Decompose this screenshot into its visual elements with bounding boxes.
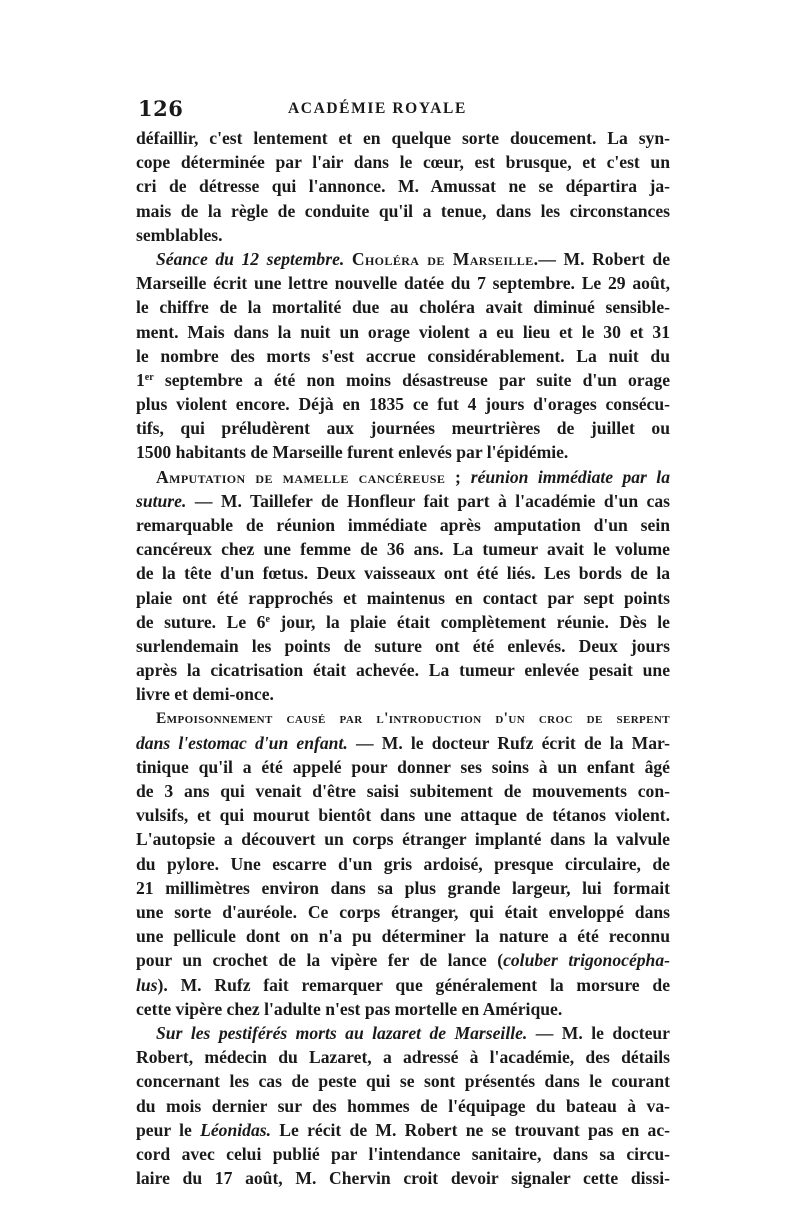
text-fragment: peur le [136, 1119, 201, 1140]
text-line: après la cicatrisation était achevée. La tumeur enlevée pesait une [136, 660, 670, 681]
text-line [136, 489, 670, 513]
running-head: ACADÉMIE ROYALE [288, 100, 467, 117]
text-line [136, 247, 670, 271]
text-line: cette vipère chez l'adulte n'est pas mortelle en Amérique. [136, 998, 563, 1019]
text-line: cord avec celui publié par l'intendance sanitaire, dans sa circu- [136, 1143, 670, 1164]
section-heading: Empoisonnement causé par l'introduction d'un croc de serpent [156, 709, 670, 727]
paragraph-cholera [136, 247, 670, 465]
text-line: le chiffre de la mortalité due au choléra avait diminué sensible- [136, 297, 670, 318]
text-line [136, 610, 670, 634]
latin-name: lus [136, 974, 158, 995]
text-line: cri de détresse qui l'annonce. M. Amussat ne se départira ja- [136, 176, 670, 197]
section-lead: — M. le docteur [535, 1022, 670, 1043]
text-line: de 3 ans qui venait d'être saisi subitement de mouvements con- [136, 781, 670, 802]
text-fragment: jour, la plaie était complètement réunie. Dès le [269, 611, 670, 632]
page-body [136, 126, 670, 1190]
text-line: vulsifs, et qui mourut bientôt dans une attaque de tétanos violent. [136, 805, 670, 826]
text-line: plus violent encore. Déjà en 1835 ce fut 4 jours d'orages consécu- [136, 394, 670, 415]
page-header [136, 96, 670, 126]
superscript: e [265, 613, 270, 625]
section-heading-italic: dans l'estomac d'un enfant. [136, 732, 348, 753]
section-heading: Amputation de mamelle cancéreuse ; [156, 466, 462, 487]
text-line [136, 973, 670, 997]
text-line: surlendemain les points de suture ont été enlevés. Deux jours [136, 635, 670, 656]
superscript: er [144, 371, 154, 383]
text-line: L'autopsie a découvert un corps étranger implanté dans la valvule [136, 829, 670, 850]
text-line: livre et demi-once. [136, 684, 274, 705]
text-line: concernant les cas de peste qui se sont présentés dans le courant [136, 1071, 670, 1092]
text-fragment: pour un crochet de la vipère fer de lance ( [136, 950, 504, 971]
text-line: tinique qu'il a été appelé pour donner ses soins à un enfant âgé [136, 756, 670, 777]
text-line: une sorte d'auréole. Ce corps étranger, qui était enveloppé dans [136, 902, 670, 922]
text-line [136, 731, 670, 755]
text-line [136, 707, 670, 731]
text-line [136, 948, 670, 972]
paragraph-amussat [136, 126, 670, 247]
text-line [136, 465, 670, 489]
text-line [136, 1021, 670, 1045]
text-fragment: 1 [136, 369, 145, 390]
section-heading-italic: réunion immédiate par la [470, 466, 670, 487]
text-line: défaillir, c'est lentement et en quelque sorte doucement. La syn- [136, 128, 670, 148]
text-line: semblables. [136, 224, 223, 245]
text-line: de la tête d'un fœtus. Deux vaisseaux ont été liés. Les bords de la [136, 563, 670, 584]
text-line: tifs, qui préludèrent aux journées meurtrières de juillet ou [136, 418, 670, 439]
paragraph-amputation [136, 465, 670, 707]
section-lead: — M. le docteur Rufz écrit de la Mar- [355, 732, 671, 753]
page [136, 96, 670, 1190]
text-line [136, 368, 670, 392]
text-line: Robert, médecin du Lazaret, a adressé à l'académie, des détails [136, 1047, 670, 1068]
text-line: mais de la règle de conduite qu'il a tenue, dans les circonstances [136, 200, 670, 221]
text-line: cancéreux chez une femme de 36 ans. La tumeur avait le volume [136, 539, 670, 560]
text-line [136, 1118, 670, 1142]
section-heading-italic: suture. [136, 490, 187, 511]
text-fragment: de suture. Le 6 [136, 611, 266, 632]
page-number: 126 [138, 96, 184, 121]
section-heading-italic: Sur les pestiférés morts au lazaret de Marseille. [156, 1022, 528, 1043]
ship-name: Léonidas. [200, 1119, 271, 1140]
text-line: cope déterminée par l'air dans le cœur, est brusque, et c'est un [136, 152, 670, 173]
text-line: ment. Mais dans la nuit un orage violent a eu lieu et le 30 et 31 [136, 321, 670, 342]
text-fragment: ). M. Rufz fait remarquer que généralement la morsure de [157, 974, 670, 995]
text-fragment: septembre a été non moins désastreuse par suite d'un orage [153, 369, 670, 390]
text-line: 1500 habitants de Marseille furent enlevés par l'épidémie. [136, 442, 569, 463]
section-lead: — M. Robert de [538, 248, 671, 269]
section-lead: — M. Taillefer de Honfleur fait part à l'académie d'un cas [194, 490, 670, 511]
section-heading: Choléra de Marseille. [351, 248, 539, 269]
text-line: le nombre des morts s'est accrue considérablement. La nuit du [136, 345, 670, 366]
text-fragment: Le récit de M. Robert ne se trouvant pas en ac- [271, 1119, 670, 1140]
text-line: du pylore. Une escarre d'un gris ardoisé, presque circulaire, de [136, 853, 670, 874]
text-line: du mois dernier sur des hommes de l'équipage du bateau à va- [136, 1095, 670, 1116]
paragraph-pestiferes [136, 1021, 670, 1190]
section-date: Séance du 12 septembre. [156, 248, 345, 269]
text-line: remarquable de réunion immédiate après amputation d'un sein [136, 515, 670, 535]
text-line: laire du 17 août, M. Chervin croit devoir signaler cette dissi- [136, 1168, 670, 1189]
latin-name: coluber trigonocépha- [503, 950, 670, 971]
text-line: 21 millimètres environ dans sa plus grande largeur, lui formait [136, 877, 670, 898]
paragraph-empoisonnement [136, 707, 670, 1021]
text-line: plaie ont été rapprochés et maintenus en contact par sept points [136, 587, 670, 608]
text-line: une pellicule dont on n'a pu déterminer la nature a été reconnu [136, 926, 670, 947]
text-line: Marseille écrit une lettre nouvelle datée du 7 septembre. Le 29 août, [136, 273, 670, 294]
